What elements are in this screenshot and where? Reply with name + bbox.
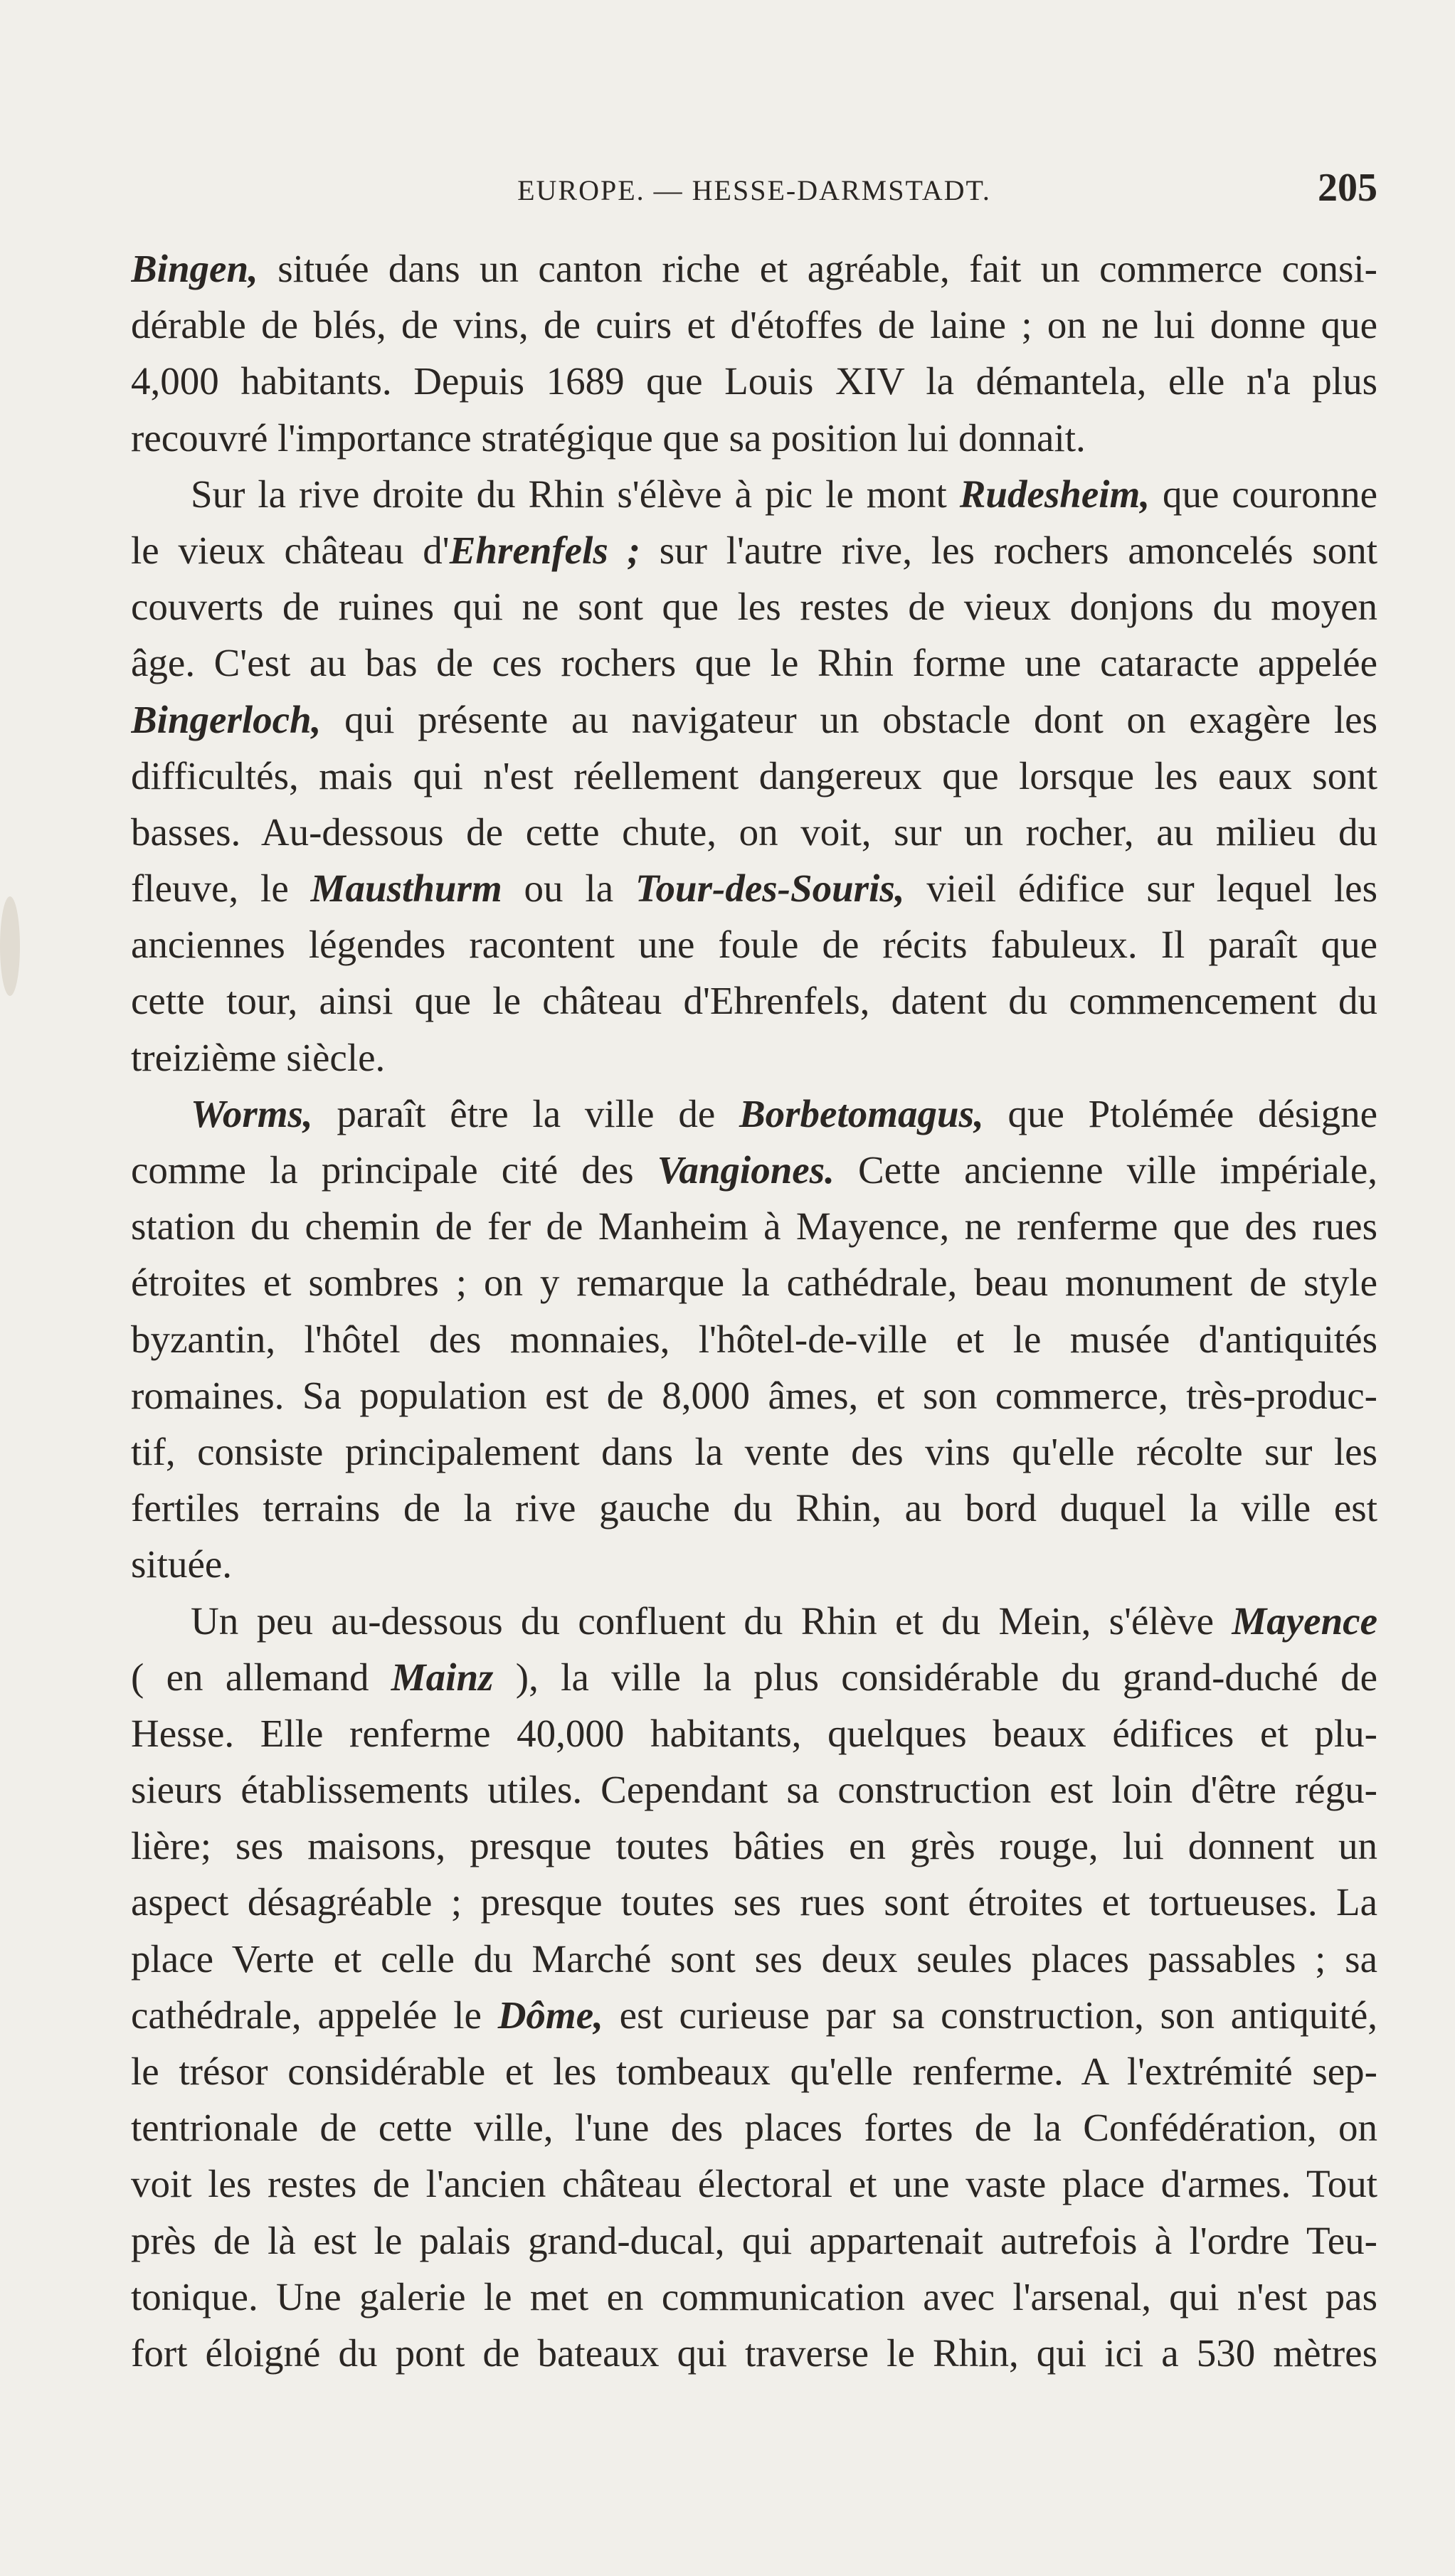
text-line — [131, 2212, 1377, 2269]
text-segment: qui présente au navigateur un obstacle dont on exagère les — [321, 697, 1377, 741]
italic-term: Rudesheim, — [959, 472, 1150, 516]
text-line — [131, 522, 1377, 578]
text-segment: fort éloigné du pont de bateaux qui traverse le Rhin, qui ici a 530 mètres — [131, 2331, 1377, 2375]
text-segment: près de là est le palais grand-ducal, qui appartenait autrefois à l'ordre Teu- — [131, 2218, 1377, 2262]
text-line — [131, 1311, 1377, 1367]
page-number: 205 — [1318, 166, 1377, 210]
text-segment: située dans un canton riche et agréable, fait un commerce consi- — [258, 247, 1377, 290]
text-line — [131, 1761, 1377, 1818]
text-line — [131, 1536, 1377, 1592]
text-line — [131, 1142, 1377, 1198]
text-line — [131, 410, 1377, 466]
text-line — [131, 2269, 1377, 2325]
text-line — [131, 2325, 1377, 2381]
italic-term: Bingen, — [131, 247, 258, 290]
text-segment: lière; ses maisons, presque toutes bâties en grès rouge, lui donnent un — [131, 1824, 1377, 1868]
text-line — [131, 1818, 1377, 1874]
text-line — [131, 1086, 1377, 1142]
text-line — [131, 578, 1377, 635]
text-segment: que couronne — [1150, 472, 1377, 516]
text-segment: station du chemin de fer de Manheim à Mayence, ne renferme que des rues — [131, 1204, 1377, 1249]
text-segment: étroites et sombres ; on y remarque la cathédrale, beau monument de style — [131, 1261, 1377, 1305]
text-segment: voit les restes de l'ancien château électoral et une vaste place d'armes. Tout — [131, 2162, 1377, 2206]
text-segment: sur l'autre rive, les rochers amoncelés sont — [640, 528, 1377, 572]
text-line — [131, 804, 1377, 860]
text-line — [131, 691, 1377, 748]
italic-term: Vangiones. — [657, 1148, 835, 1192]
text-line — [131, 972, 1377, 1029]
text-segment: cette tour, ainsi que le château d'Ehrenfels, datent du commencement du — [131, 979, 1377, 1023]
text-segment: couverts de ruines qui ne sont que les restes de vieux donjons du moyen — [131, 585, 1377, 629]
text-segment: paraît être la ville de — [312, 1091, 739, 1135]
running-head: EUROPE. — HESSE-DARMSTADT. — [517, 174, 991, 206]
text-segment: ), la ville la plus considérable du grand-duché de — [493, 1655, 1377, 1699]
text-line — [131, 1931, 1377, 1987]
text-segment: aspect désagréable ; presque toutes ses rues sont étroites et tortueuses. La — [131, 1880, 1377, 1924]
italic-term: Dôme, — [497, 1993, 603, 2037]
text-line — [131, 916, 1377, 972]
text-segment: dérable de blés, de vins, de cuirs et d'étoffes de laine ; on ne lui donne que — [131, 303, 1377, 347]
text-segment: le trésor considérable et les tombeaux qu'elle renferme. A l'extrémité sep- — [131, 2050, 1377, 2093]
italic-term: Mayence — [1232, 1599, 1377, 1643]
text-line — [131, 1705, 1377, 1761]
text-segment: 4,000 habitants. Depuis 1689 que Louis XIV la démantela, elle n'a plus — [131, 359, 1377, 403]
text-line — [131, 466, 1377, 522]
italic-term: Tour-des-Souris, — [635, 866, 905, 911]
text-line — [131, 240, 1377, 297]
text-line — [131, 2156, 1377, 2212]
text-segment: tonique. Une galerie le met en communication avec l'arsenal, qui n'est pas — [131, 2274, 1377, 2318]
text-line — [131, 2099, 1377, 2156]
text-segment: place Verte et celle du Marché sont ses deux seules places passables ; sa — [131, 1936, 1377, 1981]
text-segment: située. — [131, 1542, 233, 1586]
text-segment: Cette ancienne ville impériale, — [834, 1148, 1377, 1192]
italic-term: Worms, — [191, 1091, 313, 1135]
paragraph — [131, 1086, 1377, 1593]
text-line — [131, 2043, 1377, 2099]
text-segment: sieurs établissements utiles. Cependant sa construction est loin d'être régu- — [131, 1768, 1377, 1812]
text-line — [131, 748, 1377, 804]
text-segment: cathédrale, appelée le — [131, 1993, 498, 2037]
italic-term: Mausthurm — [310, 866, 502, 911]
text-segment: tif, consiste principalement dans la vente des vins qu'elle récolte sur les — [131, 1429, 1377, 1473]
text-line — [131, 1649, 1377, 1705]
text-segment: fertiles terrains de la rive gauche du Rhin, au bord duquel la ville est — [131, 1486, 1377, 1530]
text-segment: treizième siècle. — [131, 1035, 386, 1079]
text-line — [131, 1367, 1377, 1424]
text-segment: le vieux château d' — [131, 528, 450, 572]
italic-term: Borbetomagus, — [739, 1091, 984, 1135]
text-line — [131, 353, 1377, 409]
text-segment: comme la principale cité des — [131, 1148, 657, 1192]
text-segment: difficultés, mais qui n'est réellement dangereux que lorsque les eaux sont — [131, 753, 1377, 797]
text-segment: byzantin, l'hôtel des monnaies, l'hôtel-de-ville et le musée d'antiquités — [131, 1317, 1377, 1361]
text-segment: anciennes légendes racontent une foule de récits fabuleux. Il paraît que — [131, 923, 1377, 967]
italic-term: Ehrenfels ; — [449, 528, 640, 572]
text-line — [131, 1593, 1377, 1649]
paragraph — [131, 466, 1377, 1086]
text-line — [131, 1424, 1377, 1480]
text-segment: âge. C'est au bas de ces rochers que le Rhin forme une cataracte appelée — [131, 641, 1377, 685]
text-segment: recouvré l'importance stratégique que sa position lui donnait. — [131, 415, 1086, 460]
text-segment: fleuve, le — [131, 866, 311, 911]
text-line — [131, 1198, 1377, 1254]
text-line — [131, 1480, 1377, 1536]
text-segment: romaines. Sa population est de 8,000 âmes, et son commerce, très-produc- — [131, 1373, 1377, 1417]
text-line — [131, 1254, 1377, 1310]
text-line — [131, 860, 1377, 916]
page-header — [131, 165, 1377, 215]
text-segment: tentrionale de cette ville, l'une des places fortes de la Confédération, on — [131, 2106, 1377, 2150]
text-segment: vieil édifice sur lequel les — [904, 866, 1377, 911]
italic-term: Bingerloch, — [131, 697, 322, 741]
text-line — [131, 1029, 1377, 1086]
text-segment: Sur la rive droite du Rhin s'élève à pic le mont — [191, 472, 960, 516]
paragraph — [131, 240, 1377, 466]
text-line — [131, 1987, 1377, 2043]
text-segment: que Ptolémée désigne — [983, 1091, 1377, 1135]
text-segment: est curieuse par sa construction, son antiquité, — [603, 1993, 1377, 2037]
text-line — [131, 1874, 1377, 1930]
text-segment: Un peu au-dessous du confluent du Rhin et du Mein, s'élève — [191, 1599, 1232, 1643]
text-segment: ou la — [502, 866, 635, 911]
text-segment: Hesse. Elle renferme 40,000 habitants, quelques beaux édifices et plu- — [131, 1711, 1377, 1755]
text-segment: basses. Au-dessous de cette chute, on voit, sur un rocher, au milieu du — [131, 810, 1377, 854]
paragraph — [131, 1593, 1377, 2382]
italic-term: Mainz — [391, 1655, 494, 1699]
page-smudge — [0, 896, 20, 996]
text-line — [131, 635, 1377, 691]
body-text — [131, 240, 1377, 2381]
text-segment: ( en allemand — [131, 1655, 391, 1699]
text-line — [131, 297, 1377, 353]
